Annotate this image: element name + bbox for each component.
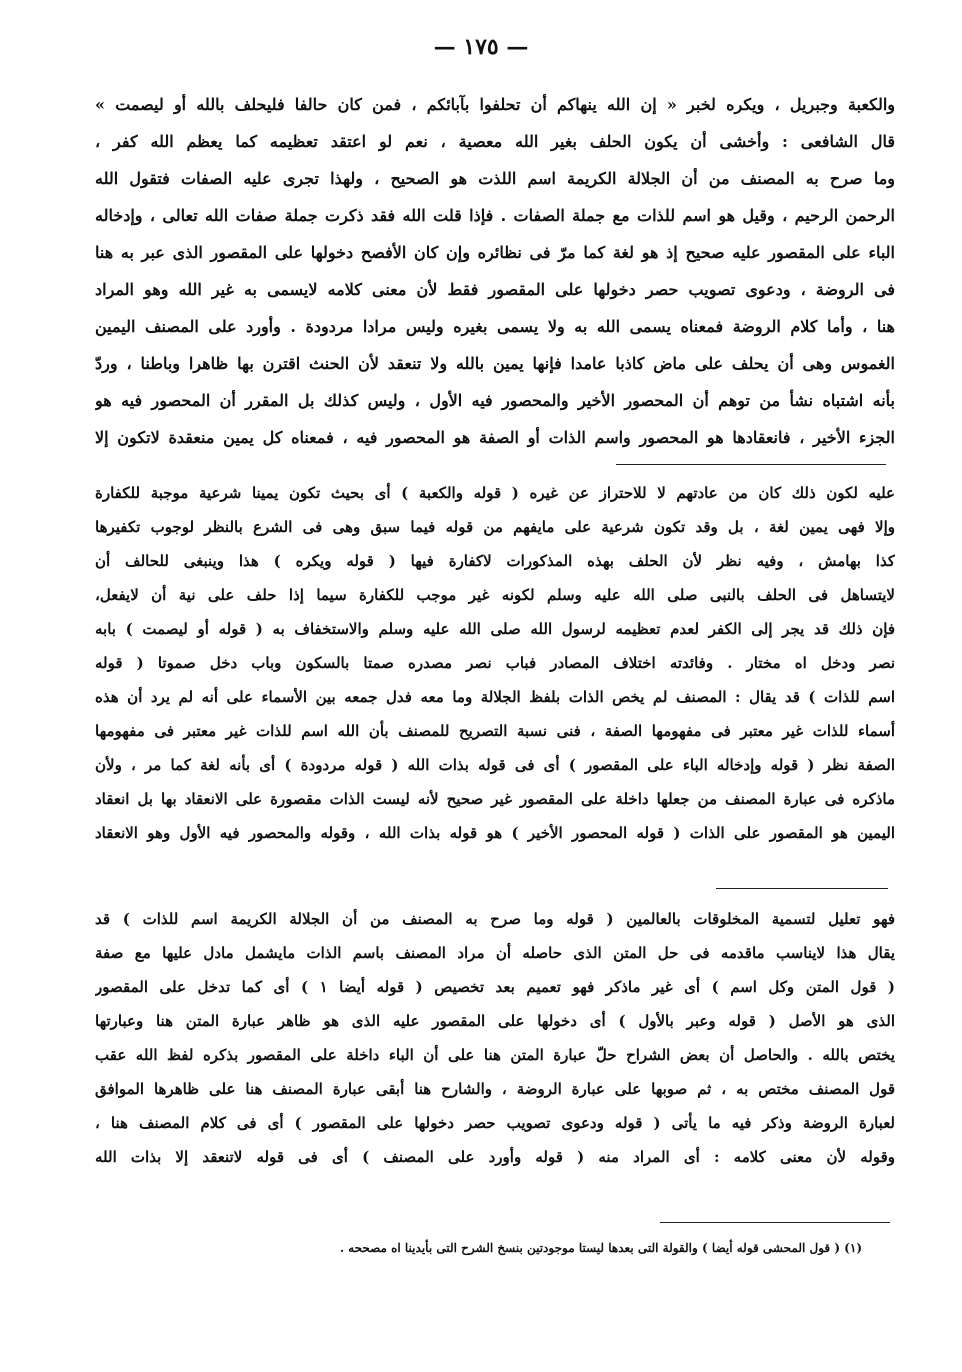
commentary-line: أسماء للذات غير معتبر فى مفهومها الصفة ، فنى نسبة التصريح للمصنف بأن الله اسم للذات غير معتبر فى مفهومها [95, 722, 895, 740]
main-text-line: قال الشافعى : وأخشى أن يكون الحلف بغير الله معصية ، نعم لو اعتقد تعظيمه كما يعظم الله كفر ، [95, 132, 895, 151]
commentary-line: لايتساهل فى الحلف بالنبى صلى الله عليه وسلم لكونه غير موجب للكفارة سيما إذا حلف على نية أن لايفعل، [95, 586, 895, 604]
commentary-line: فهو تعليل لتسمية المخلوقات بالعالمين ( قوله وما صرح به المصنف من أن الجلالة الكريمة اسم للذات ) قد [95, 910, 895, 928]
page-number: — ١٧٥ — [433, 34, 529, 60]
commentary-line: ( قول المتن وكل اسم ) أى غير ماذكر فهو تعميم بعد تخصيص ( قوله أيضا ١ ) أى كما تدخل على المقصور [95, 978, 895, 996]
main-text-line: الباء على المقصور عليه صحيح إذ هو لغة كما مرّ فى نظائره وإن كان الأفصح دخولها على المقصور الذى عبر به هنا [95, 243, 895, 262]
commentary-line: الذى هو الأصل ( قوله وعبر بالأول ) أى دخولها على المقصور عليه الذى هو ظاهر عبارة المتن هنا وعبارتها [95, 1012, 895, 1030]
commentary-line: عليه لكون ذلك كان من عادتهم لا للاحتراز عن غيره ( قوله والكعبة ) أى بحيث تكون يمينا شرعية موجبة للكفارة [95, 484, 895, 502]
main-text-line: هنا ، وأما كلام الروضة فمعناه يسمى الله به ولا يسمى بغيره وليس مرادا مردودة . وأورد على المصنف اليمين [95, 317, 895, 336]
commentary-line: يقال هذا لايناسب ماقدمه فى حل المتن الذى حاصله أن مراد المصنف باسم الذات مايشمل مادل عليها مع صفة [95, 944, 895, 962]
footnote: (١) ( قول المحشى قوله أيضا ) والقولة التى بعدها ليستا موجودتين بنسخ الشرح التى بأيدينا اه مصححه . [339, 1241, 862, 1255]
commentary-second [95, 902, 895, 1174]
commentary-line: وقوله لأن معنى كلامه : أى المراد منه ( قوله وأورد على المصنف ) أى فى قوله لاتنعقد إلا بذات الله [95, 1148, 895, 1166]
commentary-line: اليمين هو المقصور على الذات ( قوله المحصور الأخير ) هو قوله بذات الله ، وقوله والمحصور فيه الأول وهو الانعقاد [95, 824, 895, 842]
commentary-line: وإلا فهى يمين لغة ، بل وقد تكون شرعية على مايفهم من قوله فيما سبق وهى فى الشرع بالنظر لوجوب تكفيرها [95, 518, 895, 536]
commentary-line: لعبارة الروضة وذكر فيه ما يأتى ( قوله ودعوى تصويب حصر دخولها على المقصور ) أى فى كلام المصنف هنا ، [95, 1114, 895, 1132]
commentary-line: كذا بهامش ، وفيه نظر لأن الحلف بهذه المذكورات لاكفارة فيها ( قوله ويكره ) هذا وينبغى للحالف أن [95, 552, 895, 570]
main-text-line: فى الروضة ، ودعوى تصويب حصر دخولها على المقصور فقط لأن معنى كلامه لايسمى به غير الله وهو المراد [95, 280, 895, 299]
commentary-line: يختص بالله . والحاصل أن بعض الشراح حلّ عبارة المتن هنا على أن الباء داخلة على المقصور بذكره لفظ الله عقب [95, 1046, 895, 1064]
commentary-line: ماذكره فى عبارة المصنف من جعلها داخلة على المقصور غير صحيح لأنه ليست الذات مقصورة على الانعقاد بها بل انعقاد [95, 790, 895, 808]
main-text-line: الغموس وهى أن يحلف على ماض كاذبا عامدا فإنها يمين بالله ولا تنعقد لأن الحنث اقترن بها ظاهرا وباطنا ، وردّ [95, 354, 895, 373]
commentary-line: نصر ودخل اه مختار . وفائدته اختلاف المصادر فباب نصر مصدره صمتا بالسكون وباب دخل صموتا ( قوله [95, 654, 895, 672]
section-divider [716, 888, 888, 889]
section-divider [616, 464, 886, 465]
main-text-line: بأنه اشتباه نشأ من توهم أن المحصور الأخير والمحصور فيه الأول ، وليس كذلك بل المقرر أن المحصور فيه هو [95, 391, 895, 410]
commentary-line: قول المصنف مختص به ، ثم صوبها على عبارة الروضة ، والشارح هنا أبقى عبارة المصنف هنا على ظاهرها الموافق [95, 1080, 895, 1098]
footnote-divider [660, 1222, 890, 1223]
main-text-line: الجزء الأخير ، فانعقادها هو المحصور واسم الذات أو الصفة هو المحصور فيه ، فمعناه كل يمين منعقدة لاتكون إلا [95, 428, 895, 447]
commentary-line: اسم للذات ) قد يقال : المصنف لم يخص الذات بلفظ الجلالة وما معه فدل جمعه بين الأسماء على أنه لم يرد أن هذه [95, 688, 895, 706]
commentary-line: الصفة نظر ( قوله وإدخاله الباء على المقصور ) أى فى قوله بذات الله ( قوله مردودة ) أى بأنه لغة كما مر ، ولأن [95, 756, 895, 774]
main-text [95, 86, 895, 456]
main-text-line: والكعبة وجبريل ، ويكره لخبر « إن الله ينهاكم أن تحلفوا بآبائكم ، فمن كان حالفا فليحلف بالله أو ليصمت » [95, 95, 895, 114]
commentary-line: فإن ذلك قد يجر إلى الكفر لعدم تعظيمه لرسول الله صلى الله عليه وسلم والاستخفاف به ( قوله أو ليصمت ) بابه [95, 620, 895, 638]
main-text-line: الرحمن الرحيم ، وقيل هو اسم للذات مع جملة الصفات . فإذا قلت الله فقد ذكرت جملة صفات الله تعالى ، وإدخاله [95, 206, 895, 225]
commentary-first [95, 476, 895, 850]
main-text-line: وما صرح به المصنف من أن الجلالة الكريمة اسم اللذت هو الصحيح ، ولهذا تجرى عليه الصفات فتقول الله [95, 169, 895, 188]
